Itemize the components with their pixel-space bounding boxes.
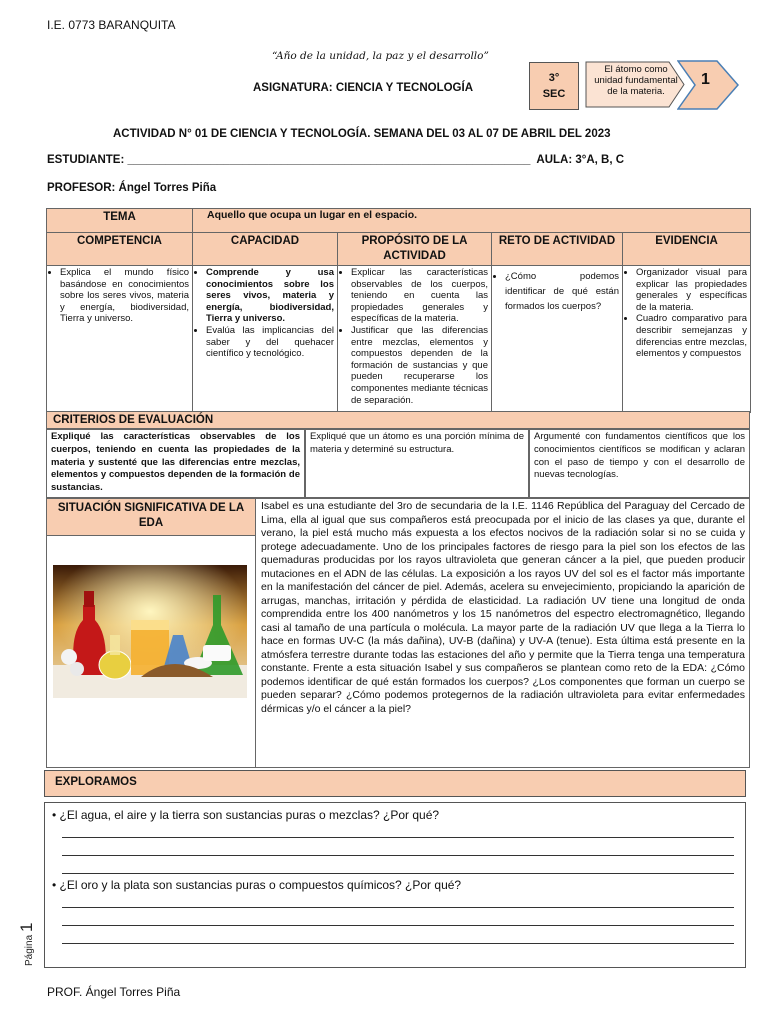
answer-line[interactable] [62,925,734,926]
school-name: I.E. 0773 BARANQUITA [47,18,176,32]
unit-title-text: El átomo como unidad fundamental de la materia. [594,64,678,97]
header-proposito: PROPÓSITO DE LA ACTIVIDAD [338,233,492,266]
evidencia-cell [623,266,751,413]
capacidad-cell [193,266,338,413]
criterio-3: Argumenté con fundamentos científicos que los conocimientos científicos se modifican y aclaran con el paso de tiempo y con el desarrollo de nuevas tecnologías. [529,429,750,498]
unit-number-text: 1 [701,71,710,88]
capacidad-item: • Evalúa las implicancias del saber y del quehacer científico y tecnológico. [206,325,334,360]
question-2-text: ¿El oro y la plata son sustancias puras o compuestos químicos? ¿Por qué? [59,878,462,892]
answer-line[interactable] [62,873,734,874]
planning-table [46,208,751,413]
criterio-1: Expliqué las características observables de los cuerpos, teniendo en cuenta las propiedades de la materia y sustenté que las diferencias entre mezclas, elementos y compuestos dependen de la formación de sustancias. [46,429,305,498]
header-capacidad: CAPACIDAD [193,233,338,266]
header-competencia: COMPETENCIA [47,233,193,266]
answer-line[interactable] [62,855,734,856]
page-number: 1 [17,922,36,932]
reto-cell [492,266,623,413]
footer-prof: PROF. Ángel Torres Piña [47,985,181,999]
exploramos-label: EXPLORAMOS [44,770,746,797]
answer-line[interactable] [62,943,734,944]
grade-level: SEC [542,88,566,100]
page-number-vertical [14,918,64,968]
page-number-label [14,918,64,968]
subject-title: ASIGNATURA: CIENCIA Y TECNOLOGÍA [253,82,473,94]
grade-number: 3° [548,72,560,84]
year-motto: “Año de la unidad, la paz y el desarrollo” [272,50,489,62]
capacidad-item: • Comprende y usa conocimientos sobre los seres vivos, materia y energía, biodiversidad, Tierra y universo. [206,267,334,325]
question-2: • ¿El oro y la plata son sustancias puras o compuestos químicos? ¿Por qué? [52,878,462,892]
proposito-item: • Justificar que las diferencias entre mezclas, elementos y compuestos dependen de la formación de sustancias y que pueden recuperarse los componentes mediante técnicas de separación. [351,325,488,406]
page-word: Página [24,934,35,966]
competencia-cell [47,266,193,413]
evidencia-item: • Cuadro comparativo para describir semejanzas y diferencias entre mezclas, elementos y compuestos [636,313,747,359]
header-reto: RETO DE ACTIVIDAD [492,233,623,266]
tema-value: Aquello que ocupa un lugar en el espacio. [193,209,751,233]
reto-text: • ¿Cómo podemos identificar de qué están formados los cuerpos? [505,269,619,314]
teacher-line: PROFESOR: Ángel Torres Piña [47,182,217,194]
activity-title: ACTIVIDAD N° 01 DE CIENCIA Y TECNOLOGÍA. SEMANA DEL 03 AL 07 DE ABRIL DEL 2023 [113,128,611,140]
situacion-text: Isabel es una estudiante del 3ro de secundaria de la I.E. 1146 República del Paraguay del Cercado de Lima, ella al igual que sus compañeros está preocupada por el inicio de las clases ya que, durante el verano, la piel está mucho más expuesta a los efectos nocivos de la radiación solar si no se cuida y protege adecuadamente. Uno de los principales factores de riesgo para la piel son los efectos de las quemaduras producidas por los rayos ultravioleta que generan cáncer a la piel, que pueden producir mutaciones en el ADN de las células. La exposición a los rayos UV del sol es el factor más importante en la manifestación del cáncer de piel. Además, acelera su envejecimiento, propiciando la aparición de arrugas, manchas, irritación y pérdida de elasticidad. La radiación UV tiene una longitud de onda comprendida entre los 400 nanómetros y los 15 nanómetros del espectro electromagnético, llegando casi al tamaño de una partícula o molécula. La mayor parte de la radiación UV que llega a la Tierra lo hace en formas UV-C (la más dañina), UV-B (dañina) y UV-A (tenue). Esta última está presente en la atmósfera terrestre durante todas las estaciones del año y permite que la Tierra tenga una temperatura constante. Frente a esta situación Isabel y sus compañeros se plantean como reto de la EDA: ¿Cómo podemos identificar de qué están formados los cuerpos? ¿Los componentes que forman un cuerpo se pueden separar? ¿Cómo podemos protegernos de la radiación ultravioleta para evitar enfermedades dérmicas y/o el cáncer a la piel? [256,498,750,768]
proposito-item: • Explicar las características observables de los cuerpos, teniendo en cuenta las propiedades generales y específicas de la materia. [351,267,488,325]
proposito-cell [338,266,492,413]
tema-label: TEMA [47,209,193,233]
answer-line[interactable] [62,837,734,838]
evidencia-item: • Organizador visual para explicar las propiedades generales y específicas de la materia. [636,267,747,313]
question-1-text: ¿El agua, el aire y la tierra son sustancias puras o mezclas? ¿Por qué? [59,808,440,822]
unit-number-chevron [677,60,739,110]
header-evidencia: EVIDENCIA [623,233,751,266]
competencia-text: • Explica el mundo físico basándose en conocimientos sobre los seres vivos, materia y energía, biodiversidad, Tierra y universo. [60,267,189,325]
situacion-label: SITUACIÓN SIGNIFICATIVA DE LA EDA [46,498,256,536]
chemistry-flasks-photo [53,565,247,698]
unit-title-arrow [585,61,685,108]
answer-line[interactable] [62,907,734,908]
criterio-2: Expliqué que un átomo es una porción mínima de materia y determiné su estructura. [305,429,529,498]
grade-badge [529,62,579,110]
criterios-label: CRITERIOS DE EVALUACIÓN [46,411,750,429]
question-1: • ¿El agua, el aire y la tierra son sustancias puras o mezclas? ¿Por qué? [52,808,440,822]
student-line: ESTUDIANTE: _______________________________________________________________ AULA: 3°A, B, C [47,154,625,166]
